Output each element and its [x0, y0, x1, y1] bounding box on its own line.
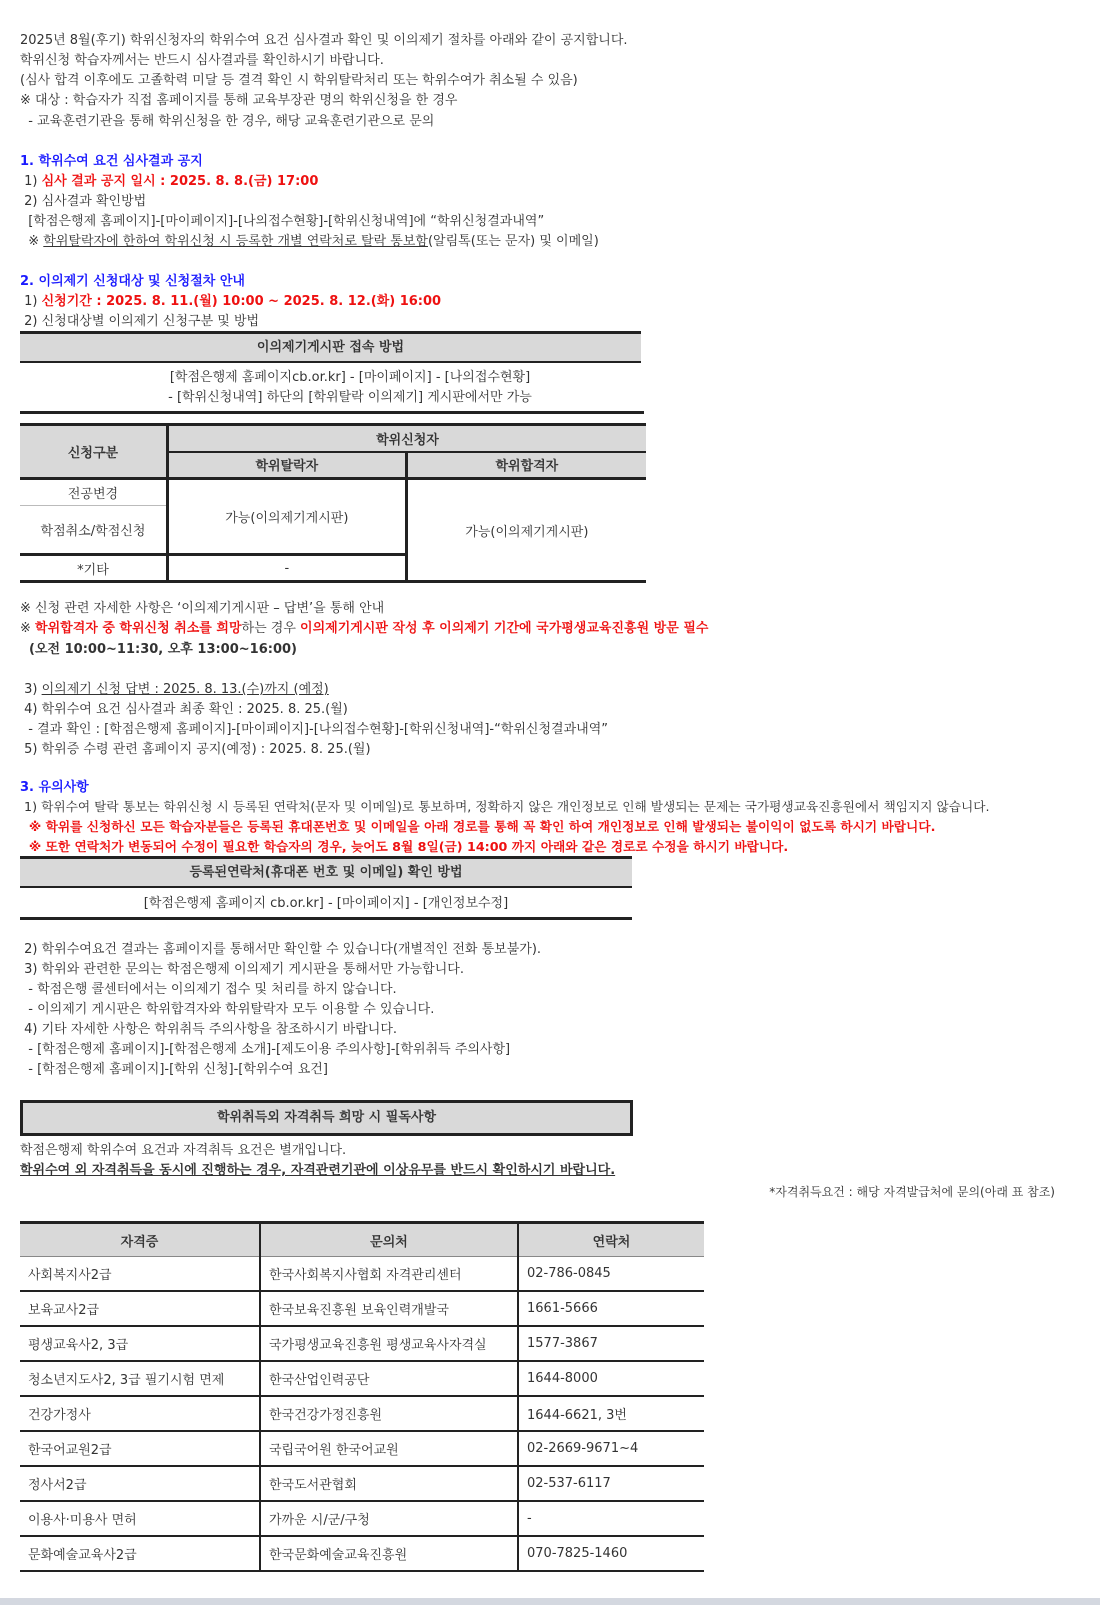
board-access-line-1: [학점은행제 홈페이지cb.or.kr] - [마이페이지] - [나의접수현황]	[169, 370, 531, 385]
s3-item-4: 4) 기타 자세한 사항은 학위취득 주의사항을 참조하시기 바랍니다.	[20, 1022, 398, 1037]
certificate-line-2: 학위수여 외 자격취득을 동시에 진행하는 경우, 자격관련기관에 이상유무를 반드시 확인하시기 바랍니다.	[20, 1163, 616, 1178]
table-row	[20, 1257, 704, 1292]
certificate-name: 건강가정사	[20, 1396, 260, 1431]
table-row	[20, 1466, 704, 1501]
s2-note-2-prefix: ※	[20, 621, 36, 636]
contact-org: 한국보육진흥원 보육인력개발국	[260, 1291, 518, 1326]
board-access-rule	[20, 411, 644, 414]
intro-line-3: (심사 합격 이후에도 고졸학력 미달 등 결격 확인 시 학위탈락처리 또는 학위수여가 취소될 수 있음)	[20, 73, 578, 88]
phone-number: 1661-5666	[518, 1291, 704, 1326]
table-row	[20, 1431, 704, 1466]
s1-note-underlined: 학위탈락자에 한하여 학위신청 시 등록한 개별 연락처로 탈락 통보함	[43, 234, 428, 249]
s2-apply-period: 신청기간 : 2025. 8. 11.(월) 10:00 ~ 2025. 8. 12.(화) 16:00	[41, 294, 442, 309]
table-row	[20, 1396, 704, 1431]
col-fail-header: 학위탈락자	[167, 452, 406, 479]
table-row	[20, 1326, 704, 1361]
s2-note-2-red-2: 이의제기게시판 작성 후 이의제기 기간에 국가평생교육진흥원 방문 필수	[300, 621, 709, 636]
phone-number: 02-537-6117	[518, 1466, 704, 1501]
s1-item-2-path: [학점은행제 홈페이지]-[마이페이지]-[나의접수현황]-[학위신청내역]에 “학위신청결과내역”	[20, 214, 545, 229]
fail-possible-cell: 가능(이의제기게시판)	[167, 479, 406, 555]
intro-line-2: 학위신청 학습자께서는 반드시 심사결과를 확인하시기 바랍니다.	[20, 53, 384, 68]
phone-number: -	[518, 1501, 704, 1536]
certificate-line-1: 학점은행제 학위수여 요건과 자격취득 요건은 별개입니다.	[20, 1143, 347, 1158]
phone-number: 02-786-0845	[518, 1257, 704, 1292]
s3-red-note-2: ※ 또한 연락처가 변동되어 수정이 필요한 학습자의 경우, 늦어도 8월 8일(금) 14:00 까지 아래와 같은 경로로 수정을 하시기 바랍니다.	[20, 839, 789, 854]
contact-check-header: 등록된연락처(휴대폰 번호 및 이메일) 확인 방법	[20, 856, 632, 888]
contact-org: 한국산업인력공단	[260, 1361, 518, 1396]
pass-possible-cell: 가능(이의제기게시판)	[406, 479, 646, 582]
s3-item-1: 1) 학위수여 탈락 통보는 학위신청 시 등록된 연락처(문자 및 이메일)로 통보하며, 정확하지 않은 개인정보로 인해 발생되는 문제는 국가평생교육진흥원에서 책임지지 않습니다.	[20, 799, 990, 814]
s3-item-3: 3) 학위와 관련한 문의는 학점은행제 이의제기 게시판을 통해서만 가능합니다.	[20, 962, 464, 977]
certificate-notice-header: 학위취득외 자격취득 희망 시 필독사항	[20, 1100, 633, 1136]
phone-number: 1577-3867	[518, 1326, 704, 1361]
phone-number: 070-7825-1460	[518, 1536, 704, 1571]
s2-item-5: 5) 학위증 수령 관련 홈페이지 공지(예정) : 2025. 8. 25.(월)	[20, 742, 371, 757]
fail-other-cell: -	[167, 555, 406, 582]
s2-item-4: 4) 학위수여 요건 심사결과 최종 확인 : 2025. 8. 25.(월)	[20, 702, 348, 717]
phone-number: 02-2669-9671~4	[518, 1431, 704, 1466]
appeal-type-table	[20, 423, 646, 583]
window-bottom-edge	[0, 1598, 1100, 1605]
s1-note-suffix: (알림톡(또는 문자) 및 이메일)	[427, 234, 599, 249]
s1-note-prefix: ※	[20, 234, 44, 249]
col-certificate-header: 자격증	[20, 1223, 260, 1257]
table-row	[20, 1501, 704, 1536]
col-contact-org-header: 문의처	[260, 1223, 518, 1257]
s2-item-2: 2) 신청대상별 이의제기 신청구분 및 방법	[20, 314, 260, 329]
s3-red-note-1: ※ 학위를 신청하신 모든 학습자분들은 등록된 휴대폰번호 및 이메일을 아래 경로를 통해 꼭 확인 하여 개인정보로 인해 발생되는 불이익이 없도록 하시기 바랍니다.	[20, 819, 936, 834]
s2-item-3-prefix: 3)	[20, 682, 42, 697]
s2-answer-date: 이의제기 신청 답변 : 2025. 8. 13.(수)까지 (예정)	[41, 682, 329, 697]
col-type-header: 신청구분	[20, 425, 167, 479]
intro-line-1: 2025년 8월(후기) 학위신청자의 학위수여 요건 심사결과 확인 및 이의제기 절차를 아래와 같이 공지합니다.	[20, 33, 628, 48]
board-access-line-2: - [학위신청내역] 하단의 [학위탈락 이의제기] 게시판에서만 가능	[168, 390, 532, 405]
contact-org: 한국사회복지사협회 자격관리센터	[260, 1257, 518, 1292]
s2-item-4-sub: - 결과 확인 : [학점은행제 홈페이지]-[마이페이지]-[나의접수현황]-[학위신청내역]-“학위신청결과내역”	[20, 722, 609, 737]
s2-visit-hours: (오전 10:00~11:30, 오후 13:00~16:00)	[20, 642, 297, 657]
table-row	[20, 1536, 704, 1571]
row-major-change: 전공변경	[20, 479, 167, 506]
s3-item-4-sub-2: - [학점은행제 홈페이지]-[학위 신청]-[학위수여 요건]	[20, 1062, 328, 1077]
row-credit-cancel: 학점취소/학점신청	[20, 506, 167, 555]
s2-note-2-red-1: 학위합격자 중 학위신청 취소를 희망	[35, 621, 242, 636]
certificate-name: 청소년지도사2, 3급 필기시험 면제	[20, 1361, 260, 1396]
s2-item-3	[20, 681, 329, 699]
certificate-name: 사회복지사2급	[20, 1257, 260, 1292]
contact-org: 국가평생교육진흥원 평생교육사자격실	[260, 1326, 518, 1361]
phone-number: 1644-8000	[518, 1361, 704, 1396]
section-2-title: 2. 이의제기 신청대상 및 신청절차 안내	[20, 274, 245, 289]
s1-item-1	[20, 173, 318, 191]
board-access-header: 이의제기게시판 접속 방법	[20, 331, 641, 363]
col-applicant-header: 학위신청자	[167, 425, 646, 452]
s3-item-4-sub-1: - [학점은행제 홈페이지]-[학점은행제 소개]-[제도이용 주의사항]-[학위취득 주의사항]	[20, 1042, 511, 1057]
certificate-note: *자격취득요건 : 해당 자격발급처에 문의(아래 표 참조)	[769, 1185, 1055, 1199]
intro-line-5: - 교육훈련기관을 통해 학위신청을 한 경우, 해당 교육훈련기관으로 문의	[20, 114, 435, 129]
contact-org: 가까운 시/군/구청	[260, 1501, 518, 1536]
certificate-name: 평생교육사2, 3급	[20, 1326, 260, 1361]
s2-item-1-prefix: 1)	[20, 294, 42, 309]
table-row	[20, 1361, 704, 1396]
s3-item-3-sub-1: - 학점은행 콜센터에서는 이의제기 접수 및 처리를 하지 않습니다.	[20, 982, 397, 997]
s2-note-2	[20, 620, 708, 638]
contact-check-rule	[20, 917, 632, 920]
s1-note	[20, 233, 599, 251]
s1-item-1-prefix: 1)	[20, 174, 42, 189]
s3-item-2: 2) 학위수여요건 결과는 홈페이지를 통해서만 확인할 수 있습니다(개별적인 전화 통보불가).	[20, 942, 542, 957]
certificate-name: 문화예술교육사2급	[20, 1536, 260, 1571]
s2-note-2-mid: 하는 경우	[241, 621, 301, 636]
certificate-name: 보육교사2급	[20, 1291, 260, 1326]
contact-check-path: [학점은행제 홈페이지 cb.or.kr] - [마이페이지] - [개인정보수정]	[143, 896, 509, 911]
section-1-title: 1. 학위수여 요건 심사결과 공지	[20, 154, 203, 169]
contact-org: 한국문화예술교육진흥원	[260, 1536, 518, 1571]
contact-org: 국립국어원 한국어교원	[260, 1431, 518, 1466]
certificate-name: 한국어교원2급	[20, 1431, 260, 1466]
contact-org: 한국도서관협회	[260, 1466, 518, 1501]
intro-line-4: ※ 대상 : 학습자가 직접 홈페이지를 통해 교육부장관 명의 학위신청을 한 경우	[20, 93, 458, 108]
s1-item-2: 2) 심사결과 확인방법	[20, 194, 147, 209]
s2-item-1	[20, 293, 441, 311]
s2-note-1: ※ 신청 관련 자세한 사항은 ‘이의제기게시판 – 답변’을 통해 안내	[20, 601, 385, 616]
contact-org: 한국건강가정진흥원	[260, 1396, 518, 1431]
phone-number: 1644-6621, 3번	[518, 1396, 704, 1431]
section-3-title: 3. 유의사항	[20, 780, 89, 795]
col-phone-header: 연락처	[518, 1223, 704, 1257]
col-pass-header: 학위합격자	[406, 452, 646, 479]
s1-result-date: 심사 결과 공지 일시 : 2025. 8. 8.(금) 17:00	[41, 174, 319, 189]
certificate-name: 이용사·미용사 면허	[20, 1501, 260, 1536]
certificate-name: 정사서2급	[20, 1466, 260, 1501]
s3-item-3-sub-2: - 이의제기 게시판은 학위합격자와 학위탈락자 모두 이용할 수 있습니다.	[20, 1002, 435, 1017]
certificate-contact-table	[20, 1221, 704, 1572]
row-other: *기타	[20, 555, 167, 582]
table-row	[20, 1291, 704, 1326]
